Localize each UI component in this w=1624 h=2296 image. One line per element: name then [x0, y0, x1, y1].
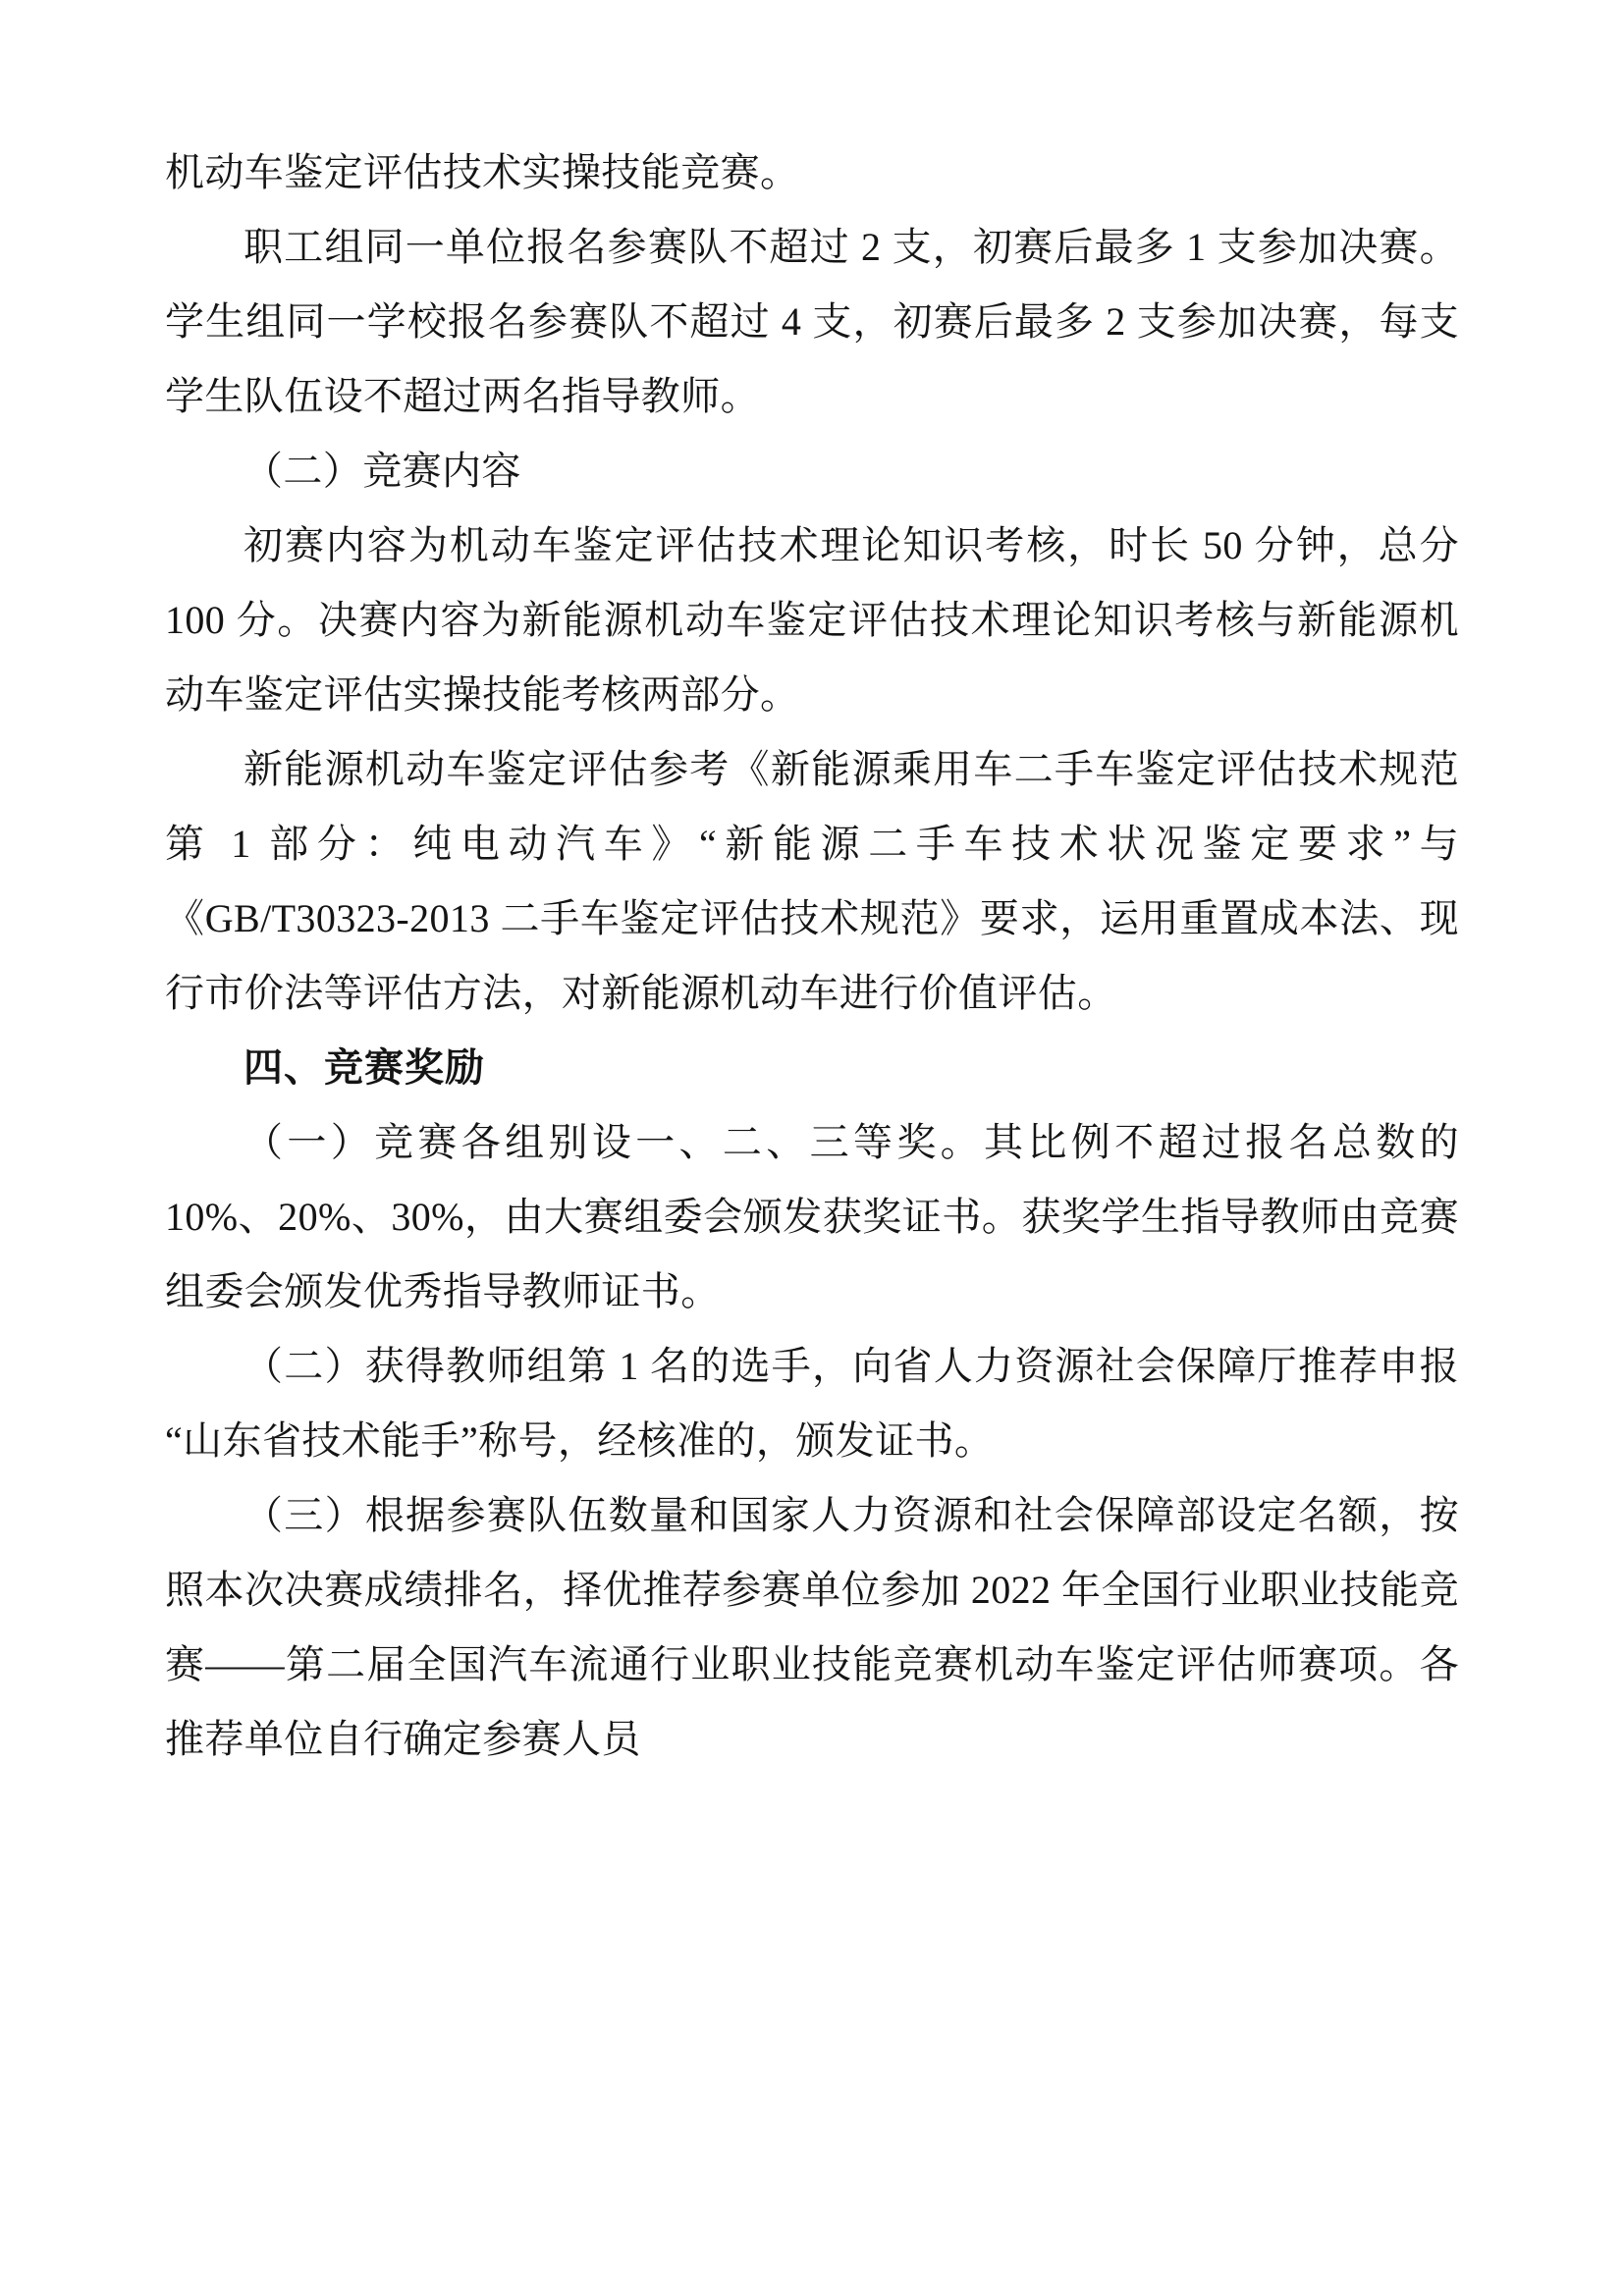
subheading-contest-content: （二）竞赛内容 [244, 449, 521, 493]
paragraph-continuation: 机动车鉴定评估技术实操技能竞赛。 [165, 150, 800, 194]
paragraph-award-national: （三）根据参赛队伍数量和国家人力资源和社会保障部设定名额，按照本次决赛成绩排名，择优推荐参赛单位参加 2022 年全国行业职业技能竞赛——第二届全国汽车流通行业职业技能竞赛机动车鉴定评估师赛项。各推荐单位自行确定参赛人员 [165, 1493, 1459, 1761]
paragraph-team-quota: 职工组同一单位报名参赛队不超过 2 支，初赛后最多 1 支参加决赛。学生组同一学校报名参赛队不超过 4 支，初赛后最多 2 支参加决赛，每支学生队伍设不超过两名指导教师。 [165, 225, 1459, 418]
paragraph-contest-content: 初赛内容为机动车鉴定评估技术理论知识考核，时长 50 分钟，总分 100 分。决赛内容为新能源机动车鉴定评估技术理论知识考核与新能源机动车鉴定评估实操技能考核两部分。 [165, 523, 1470, 717]
paragraph-evaluation-standard: 新能源机动车鉴定评估参考《新能源乘用车二手车鉴定评估技术规范 第 1 部分：纯电动汽车》“新能源二手车技术状况鉴定要求”与《GB/T30323-2013 二手车鉴定评估技术规范》要求，运用重置成本法、现行市价法等评估方法，对新能源机动车进行价值评估。 [165, 747, 1470, 1015]
paragraph-award-teacher: （二）获得教师组第 1 名的选手，向省人力资源社会保障厅推荐申报“山东省技术能手”称号，经核准的，颁发证书。 [165, 1344, 1459, 1463]
paragraph-award-levels: （一）竞赛各组别设一、二、三等奖。其比例不超过报名总数的 10%、20%、30%，由大赛组委会颁发获奖证书。获奖学生指导教师由竞赛组委会颁发优秀指导教师证书。 [165, 1120, 1470, 1313]
section-heading-awards: 四、竞赛奖励 [244, 1046, 485, 1090]
document-body [165, 135, 1470, 1777]
